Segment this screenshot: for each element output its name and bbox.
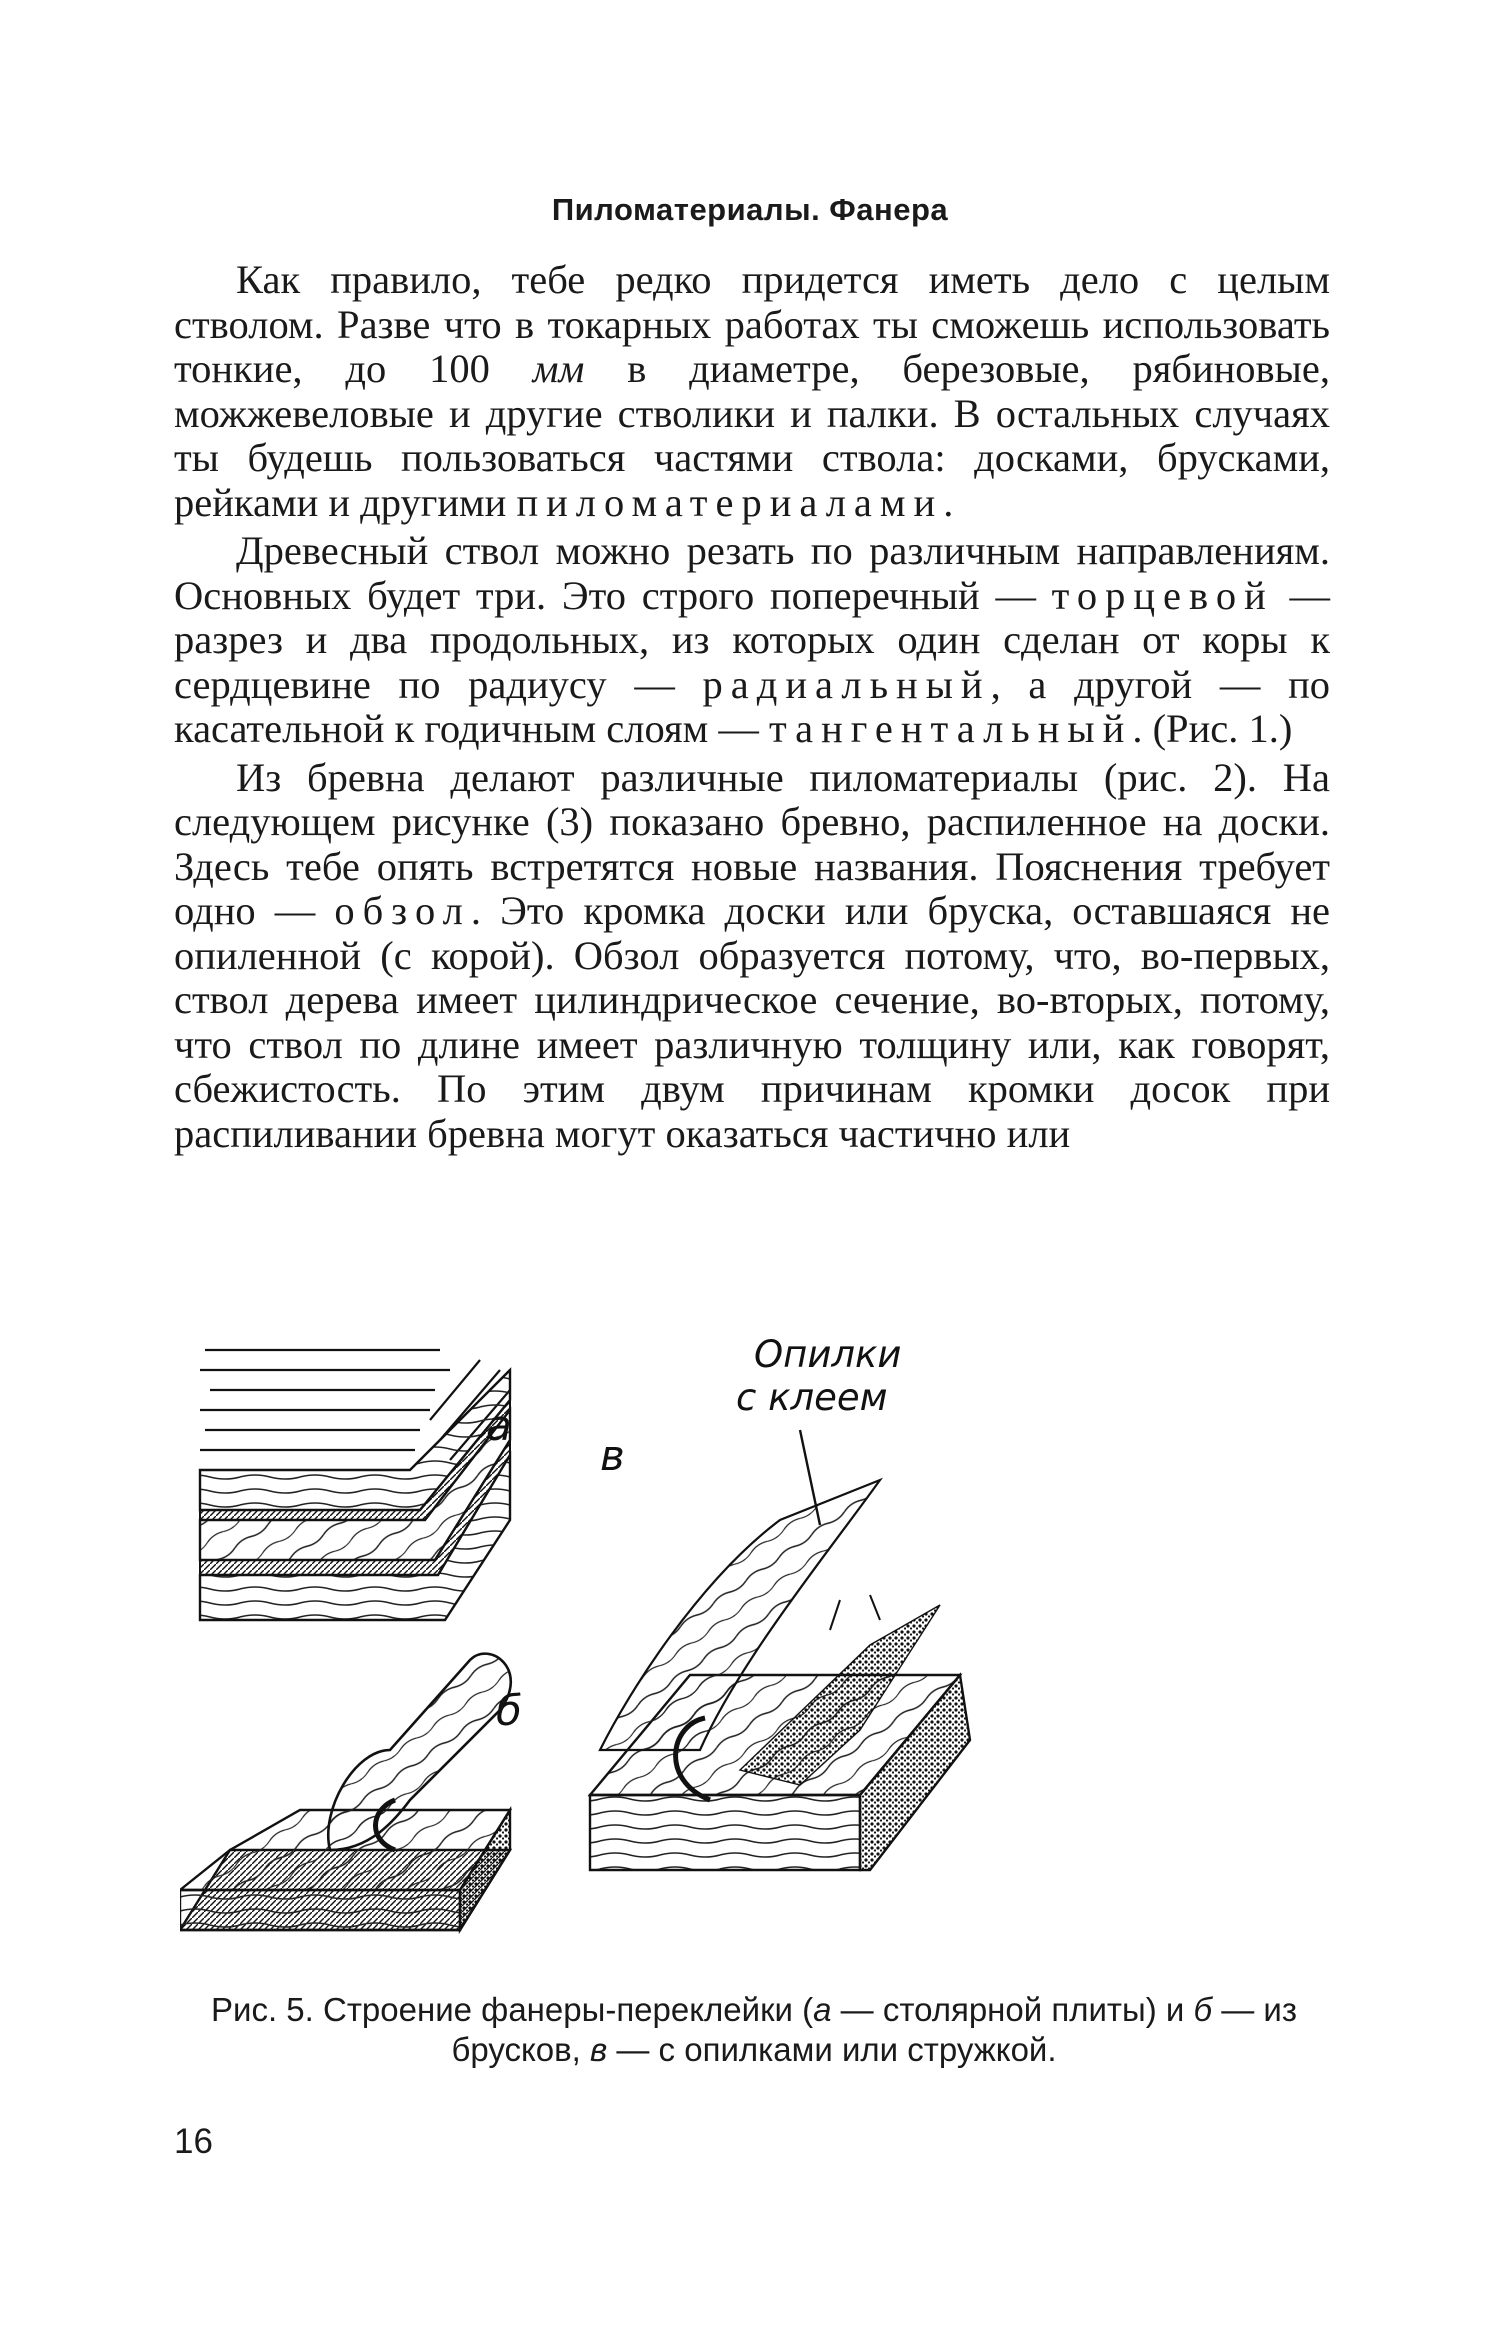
figure-plywood-structure: [180, 1330, 1340, 1970]
caption-letter: в: [589, 2031, 608, 2068]
annotation-sawdust-line1: Опилки: [754, 1333, 902, 1376]
term-obzol: обзол: [334, 888, 471, 933]
figure-caption: [174, 1990, 1334, 2070]
unit-mm: мм: [532, 346, 585, 391]
caption-letter: а: [813, 1991, 832, 2028]
text-run: Из бревна делают различные пиломатериалы (рис. 2). На следующем рисунке (3) показано бревно, распиленное на доски. Здесь тебе опять встретятся новые названия. Пояснения требует одно —: [174, 754, 1330, 933]
page-number: 16: [174, 2122, 213, 2161]
term-tangentalny: тангентальный: [768, 706, 1133, 751]
text-run: . Это кромка доски или бруска, оставшаяся не опиленной (с корой). Обзол образуется потому, что, во-первых, ствол дерева имеет цилиндрическое сечение, во-вторых, потому, что ствол по длине имеет различную толщину или, как говорят, сбежистость. По этим двум причинам кромки досок при распиливании бревна могут оказаться частично или: [174, 888, 1330, 1156]
text-run: Древесный ствол можно резать по различным направлениям. Основных будет три. Это строго поперечный —: [174, 528, 1330, 618]
text-run: — разрез и два продольных, из которых один сделан от коры к сердцевине по радиусу —: [174, 572, 1330, 707]
term-radialny: радиальный: [702, 661, 991, 707]
body-text: [174, 258, 1330, 1156]
annotation-sawdust-line2: с клеем: [736, 1376, 888, 1419]
paragraph-1: [174, 258, 1330, 525]
text-run: Как правило, тебе редко придется иметь дело с целым стволом. Разве что в токарных работах ты сможешь использовать тонкие, до 100: [174, 257, 1330, 391]
paragraph-2: [174, 529, 1330, 752]
term-pilomaterialy: пиломатериалами: [516, 479, 944, 525]
caption-text: Рис. 5. Строение фанеры-переклейки (: [211, 1991, 814, 2028]
caption-text: — с опилками или стружкой.: [607, 2031, 1057, 2068]
paragraph-3: [174, 756, 1330, 1157]
text-run: .: [943, 479, 954, 525]
running-head: Пиломатериалы. Фанера: [551, 192, 949, 227]
figure-label-b: б: [496, 1686, 522, 1735]
caption-text: — столярной плиты) и: [831, 1991, 1194, 2028]
text-run: . (Рис. 1.): [1132, 706, 1293, 751]
plywood-layers-drawing: [200, 1350, 510, 1620]
text-run: , а другой — по касательной к годичным слоям —: [174, 661, 1330, 751]
caption-letter: б: [1193, 1991, 1213, 2028]
text-run: в диаметре, березовые, рябиновые, можжевеловые и другие стволики и палки. В остальных случаях ты будешь пользоваться частями ствола: досками, брусками, рейками и другими: [174, 346, 1330, 525]
block-board-drawing: [180, 1654, 511, 1930]
caption-text: — из брусков,: [451, 1991, 1297, 2068]
term-torcevoy: торцевой: [1051, 572, 1274, 618]
figure-label-v: в: [600, 1431, 625, 1480]
sawdust-board-drawing: [590, 1430, 970, 1870]
figure-label-a: а: [486, 1401, 512, 1450]
